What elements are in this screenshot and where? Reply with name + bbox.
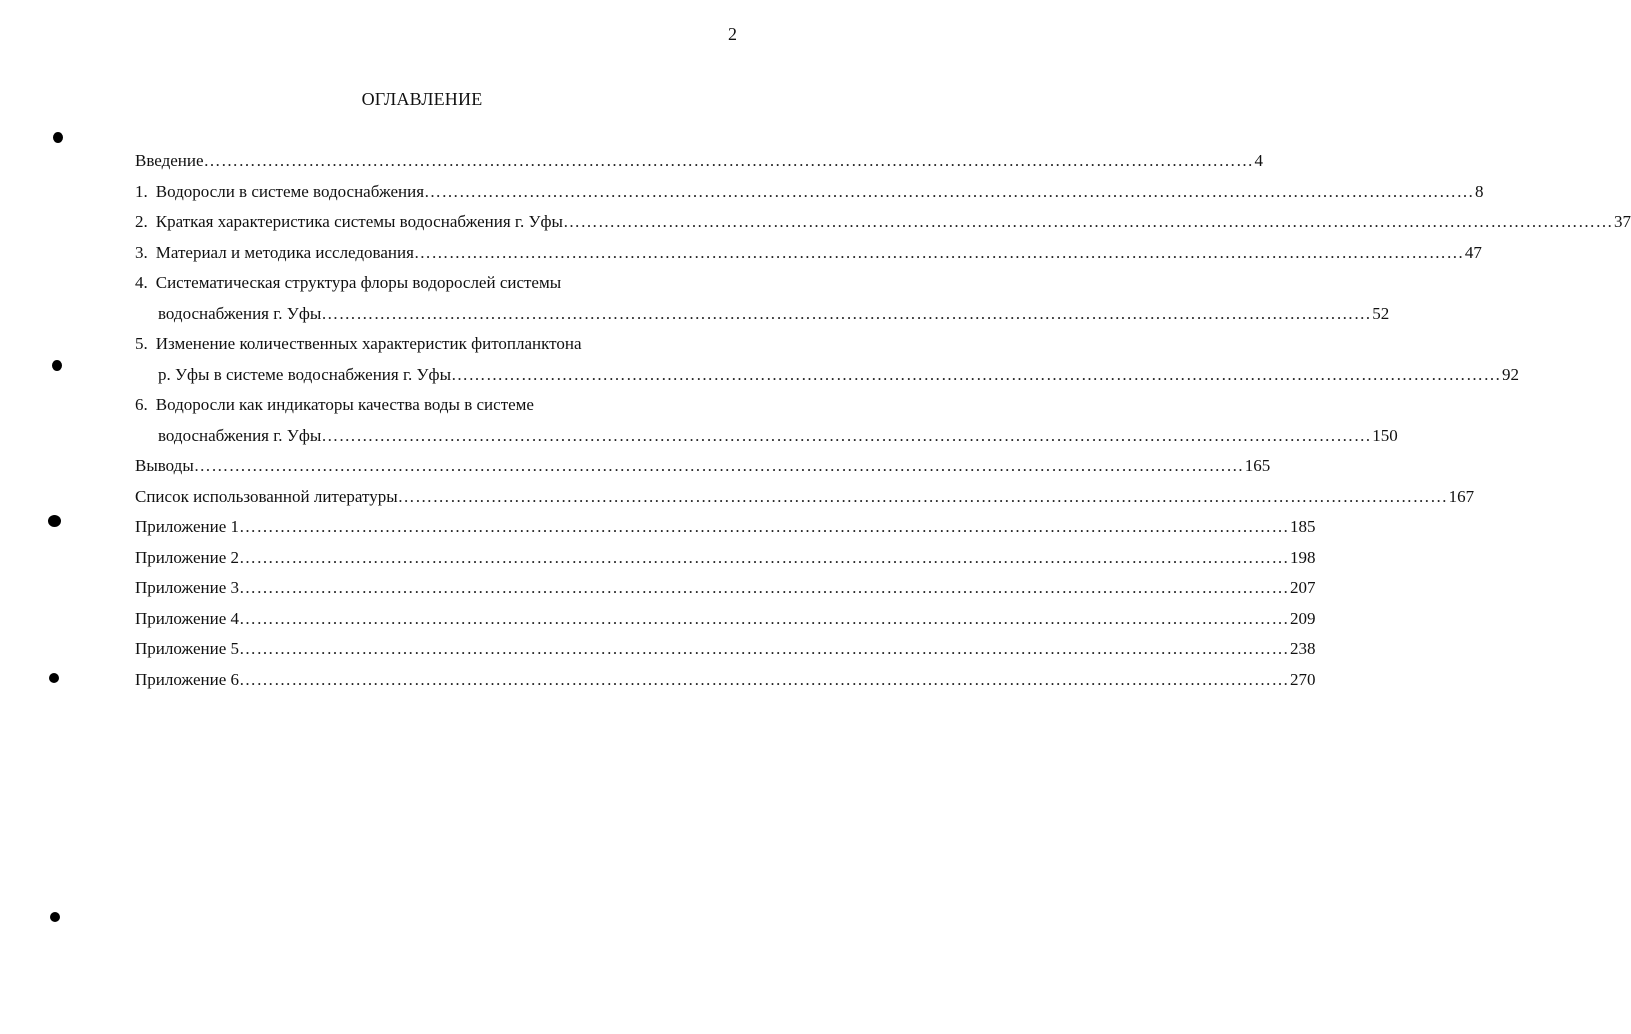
toc-entry-page: 165 bbox=[1244, 456, 1271, 475]
toc-entry-appendix-6[interactable] bbox=[135, 665, 1316, 696]
toc-entry-appendix-5[interactable] bbox=[135, 634, 1316, 665]
punch-hole-mark bbox=[50, 912, 60, 922]
dot-leader: ……………………………………………………………………………………………………………………………………………………………… bbox=[321, 303, 1372, 323]
dot-leader: ……………………………………………………………………………………………………………………………………………………………… bbox=[239, 517, 1289, 536]
toc-entry-appendix-2[interactable] bbox=[135, 543, 1316, 574]
dot-leader: ……………………………………………………………………………………………………………………………………………………………… bbox=[203, 151, 1254, 170]
toc-entry-text: Краткая характеристика системы водоснабжения г. Уфы bbox=[155, 212, 563, 231]
toc-entry-page: 92 bbox=[1501, 364, 1519, 384]
punch-hole-mark bbox=[49, 673, 59, 683]
toc-entry-text: Список использованной литературы bbox=[135, 486, 398, 506]
dot-leader: ……………………………………………………………………………………………………………………………………………………………… bbox=[424, 181, 1475, 201]
toc-entry-page: 4 bbox=[1254, 151, 1264, 170]
toc-entry-page: 198 bbox=[1290, 547, 1316, 567]
toc-entry-text: Систематическая структура флоры водорослей системы bbox=[155, 273, 562, 292]
toc-entry-page: 47 bbox=[1464, 242, 1482, 262]
toc-entry-text: Водоросли как индикаторы качества воды в системе bbox=[155, 395, 534, 414]
punch-hole-mark bbox=[53, 132, 63, 143]
dot-leader: ……………………………………………………………………………………………………………………………………………………………… bbox=[397, 486, 1448, 506]
toc-entry-introduction[interactable] bbox=[135, 146, 1264, 177]
toc-entry-text: Материал и методика исследования bbox=[155, 242, 414, 262]
toc-entry-number: 6. bbox=[135, 395, 148, 414]
dot-leader: ……………………………………………………………………………………………………………………………………………………………… bbox=[321, 425, 1372, 445]
dot-leader: ……………………………………………………………………………………………………………………………………………………………… bbox=[562, 212, 1613, 231]
toc-entry-page: 207 bbox=[1290, 578, 1316, 597]
toc-entry-text: Приложение 6 bbox=[135, 669, 239, 689]
toc-entry-number: 4. bbox=[135, 273, 148, 292]
toc-entry-chapter-3[interactable] bbox=[135, 238, 1482, 269]
dot-leader: ……………………………………………………………………………………………………………………………………………………………… bbox=[239, 608, 1289, 628]
toc-entry-text-continued: р. Уфы в системе водоснабжения г. Уфы bbox=[158, 364, 451, 384]
toc-entry-page: 238 bbox=[1290, 639, 1316, 658]
toc-entry-appendix-1[interactable] bbox=[135, 512, 1316, 543]
page-title: ОГЛАВЛЕНИЕ bbox=[361, 89, 483, 109]
toc-entry-text: Приложение 5 bbox=[135, 639, 239, 658]
dot-leader: ……………………………………………………………………………………………………………………………………………………………… bbox=[239, 639, 1289, 658]
toc-entry-text-continued: водоснабжения г. Уфы bbox=[158, 425, 322, 445]
toc-entry-number: 3. bbox=[135, 242, 148, 262]
toc-entry-number: 1. bbox=[135, 181, 148, 201]
toc-entry-appendix-4[interactable] bbox=[135, 604, 1316, 635]
toc-entry-number: 2. bbox=[135, 212, 148, 231]
toc-entry-text: Водоросли в системе водоснабжения bbox=[155, 181, 425, 201]
toc-entry-text: Введение bbox=[135, 151, 204, 170]
table-of-contents bbox=[135, 146, 1631, 695]
toc-entry-page: 8 bbox=[1475, 181, 1484, 201]
toc-entry-page: 185 bbox=[1290, 517, 1316, 536]
toc-entry-text: Приложение 4 bbox=[135, 608, 239, 628]
toc-entry-chapter-2[interactable] bbox=[135, 207, 1631, 238]
toc-entry-number: 5. bbox=[135, 334, 148, 353]
toc-entry-page: 150 bbox=[1372, 425, 1398, 445]
toc-entry-references[interactable] bbox=[135, 482, 1475, 513]
toc-entry-text: Изменение количественных характеристик фитопланктона bbox=[155, 334, 582, 353]
dot-leader: ……………………………………………………………………………………………………………………………………………………………… bbox=[193, 456, 1244, 475]
page-number: 2 bbox=[728, 24, 737, 44]
toc-entry-page: 270 bbox=[1290, 669, 1316, 689]
punch-hole-mark bbox=[52, 360, 62, 371]
toc-entry-page: 209 bbox=[1290, 608, 1316, 628]
toc-entry-chapter-4-line-1[interactable] bbox=[135, 268, 717, 299]
toc-entry-chapter-5-line-1[interactable] bbox=[135, 329, 717, 360]
dot-leader: ……………………………………………………………………………………………………………………………………………………………… bbox=[413, 242, 1464, 262]
toc-entry-chapter-6-line-1[interactable] bbox=[135, 390, 717, 421]
toc-entry-page: 167 bbox=[1448, 486, 1475, 506]
dot-leader: ……………………………………………………………………………………………………………………………………………………………… bbox=[239, 578, 1289, 597]
toc-entry-chapter-6-line-2[interactable] bbox=[135, 421, 1398, 452]
toc-entry-page: 52 bbox=[1372, 303, 1390, 323]
toc-entry-text: Приложение 1 bbox=[135, 517, 239, 536]
toc-entry-text: Выводы bbox=[135, 456, 194, 475]
toc-entry-page: 37 bbox=[1613, 212, 1631, 231]
toc-entry-chapter-5-line-2[interactable] bbox=[135, 360, 1519, 391]
toc-entry-chapter-4-line-2[interactable] bbox=[135, 299, 1390, 330]
toc-entry-chapter-1[interactable] bbox=[135, 177, 1484, 208]
toc-entry-text-continued: водоснабжения г. Уфы bbox=[158, 303, 322, 323]
toc-entry-text: Приложение 2 bbox=[135, 547, 239, 567]
punch-hole-mark bbox=[48, 515, 61, 527]
toc-entry-text: Приложение 3 bbox=[135, 578, 239, 597]
toc-entry-appendix-3[interactable] bbox=[135, 573, 1316, 604]
dot-leader: ……………………………………………………………………………………………………………………………………………………………… bbox=[239, 669, 1289, 689]
toc-entry-conclusions[interactable] bbox=[135, 451, 1271, 482]
dot-leader: ……………………………………………………………………………………………………………………………………………………………… bbox=[239, 547, 1289, 567]
dot-leader: ……………………………………………………………………………………………………………………………………………………………… bbox=[450, 364, 1501, 384]
